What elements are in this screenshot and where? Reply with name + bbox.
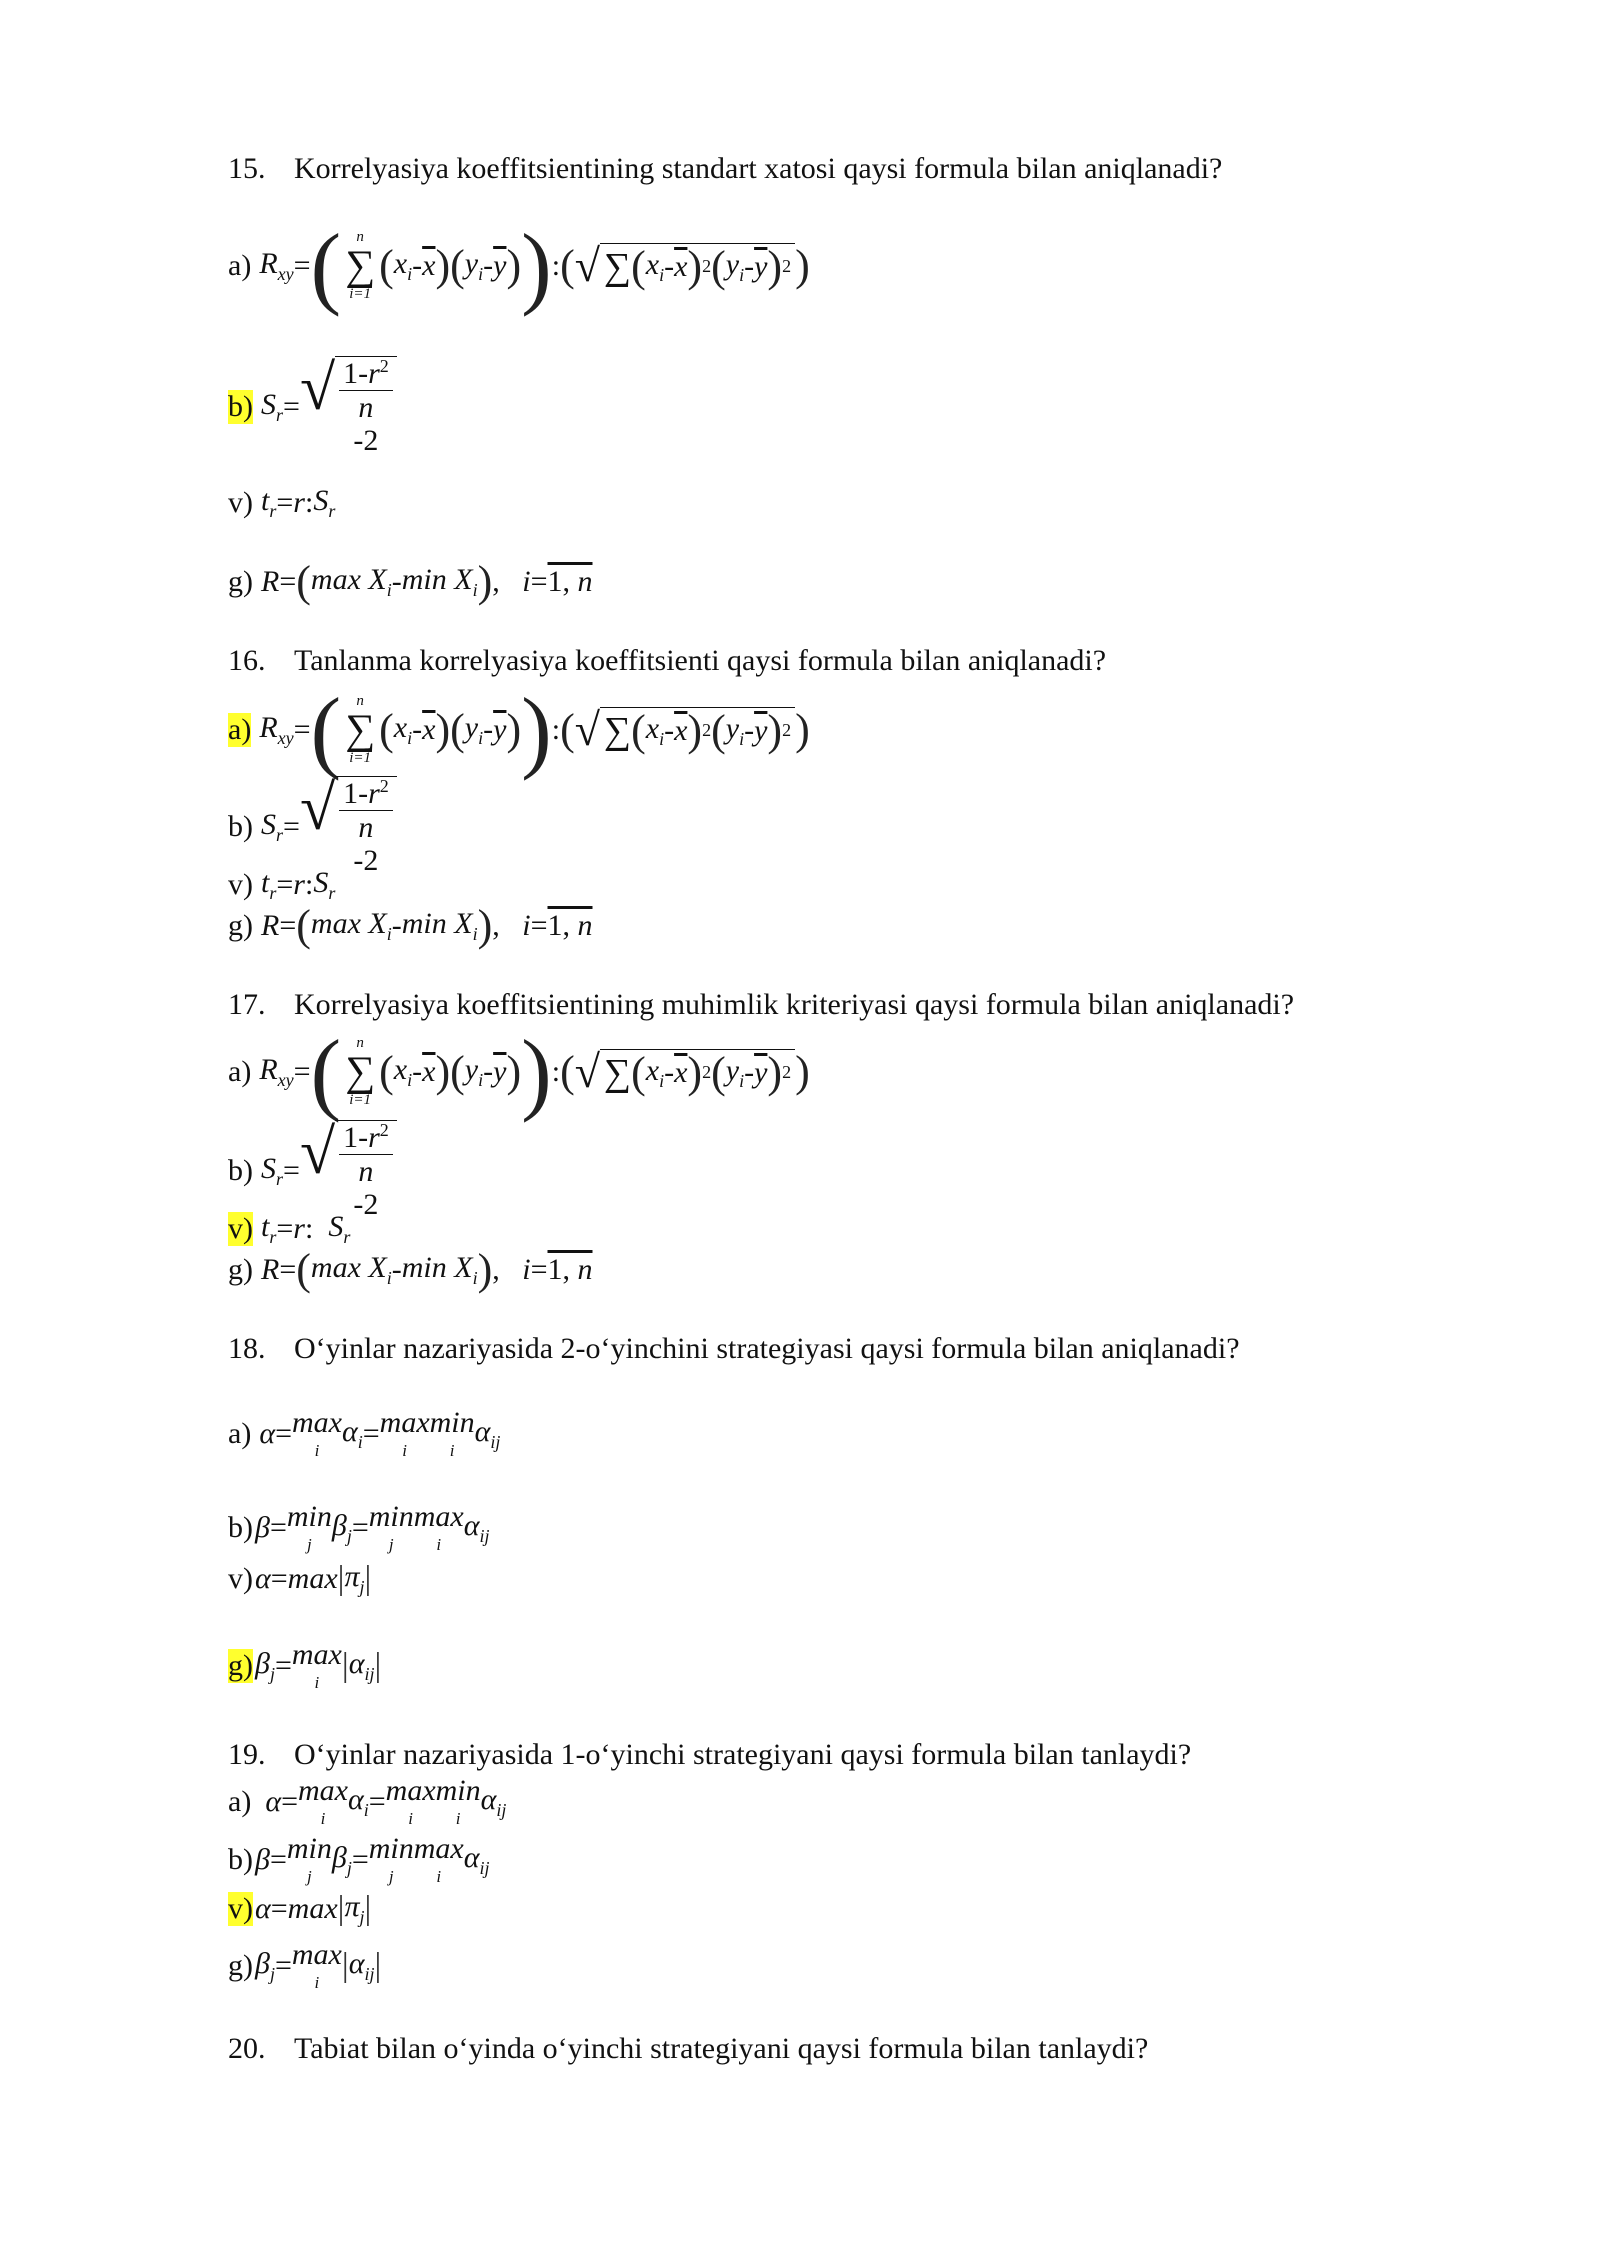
option-18-g[interactable]: g) $\beta_j$ = max i | $\alpha_{ij}$ | [228,1638,382,1692]
question-number: 16. [228,644,266,677]
question-text: Korrelyasiya koeffitsientining muhimlik kriteriyasi qaysi formula bilan aniqlanadi? [294,988,1295,1021]
question-text: Tanlanma korrelyasiya koeffitsienti qaysi formula bilan aniqlanadi? [294,644,1107,677]
option-label: a) [228,1416,252,1450]
option-15-g[interactable]: g) R = ( $\max X_i$ - $\min X_i$ ) , i = 1, n [228,557,593,606]
option-15-a[interactable]: a) $R_{xy}$ = ( n ∑ i=1 ( $x_i$ - $\overline{x}$ ) ( $y_i$ - $\overline{y}$ ) ) : ( √ ∑ ( $x_i$ - $\overline{x}$ ) 2 ( $y_i$ - $\overline{y}$ ) 2 ) [228,215,810,317]
option-label: v) [228,486,253,519]
option-18-b[interactable]: b) β = min j $\beta_j$ = min j max i $\alpha_{ij}$ [228,1500,490,1554]
question-number: 19. [228,1738,266,1771]
question-18 [228,1332,1240,1366]
question-text: O‘yinlar nazariyasida 2-o‘yinchini strategiyasi qaysi formula bilan aniqlanadi? [294,1332,1240,1365]
option-19-b[interactable]: b) β = min j $\beta_j$ = min j max i $\alpha_{ij}$ [228,1832,490,1886]
option-label: g) [228,1253,253,1286]
option-17-b[interactable]: b) $S_r$ = √ $1-r^2$ n -2 [228,1120,397,1221]
option-16-a[interactable]: a) $R_{xy}$ = ( n ∑ i=1 ( $x_i$ - $\overline{x}$ ) ( $y_i$ - $\overline{y}$ ) ) : ( √ ∑ ( $x_i$ - $\overline{x}$ ) 2 ( $y_i$ - $\overline{y}$ ) 2 ) [228,679,810,781]
option-15-b[interactable]: b) $S_r$ = √ $1-r^2$ n -2 [228,356,397,457]
option-18-a[interactable]: a) α = max i $\alpha_i$ = max i min i $\alpha_{ij}$ [228,1406,501,1460]
option-label: v) [228,1892,253,1925]
option-label: v) [228,1212,253,1245]
question-15 [228,152,1222,186]
question-number: 18. [228,1332,266,1365]
option-label: b) [228,1842,253,1876]
question-number: 20. [228,2032,266,2065]
option-label: a) [228,249,252,282]
option-17-a[interactable]: a) $R_{xy}$ = ( n ∑ i=1 ( $x_i$ - $\overline{x}$ ) ( $y_i$ - $\overline{y}$ ) ) : ( √ ∑ ( $x_i$ - $\overline{x}$ ) 2 ( $y_i$ - $\overline{y}$ ) 2 ) [228,1021,810,1123]
question-text: Tabiat bilan o‘yinda o‘yinchi strategiyani qaysi formula bilan tanlaydi? [294,2032,1149,2065]
option-16-b[interactable]: b) $S_r$ = √ $1-r^2$ n -2 [228,776,397,877]
option-18-v[interactable]: v) α = max | $\pi_j$ | [228,1560,372,1597]
option-15-v[interactable]: v) $t_r$ = r : $S_r$ [228,484,336,521]
question-text: O‘yinlar nazariyasida 1-o‘yinchi strategiyani qaysi formula bilan tanlaydi? [294,1738,1192,1771]
question-17 [228,988,1294,1022]
option-label: g) [228,565,253,598]
question-19 [228,1738,1191,1772]
option-label: a) [228,713,252,746]
option-17-v[interactable]: v) $t_r$ = r : $S_r$ [228,1210,351,1247]
question-number: 15. [228,152,266,185]
option-label: g) [228,1948,253,1982]
option-16-v[interactable]: v) $t_r$ = r : $S_r$ [228,866,336,903]
option-label: b) [228,809,253,843]
option-label: a) [228,1055,252,1088]
option-label: v) [228,868,253,901]
option-16-g[interactable]: g) R = ( $\max X_i$ - $\min X_i$ ) , i = 1, n [228,901,593,950]
option-19-v[interactable]: v) α = max | $\pi_j$ | [228,1890,372,1927]
option-19-g[interactable]: g) $\beta_j$ = max i | $\alpha_{ij}$ | [228,1938,382,1992]
option-19-a[interactable]: a) α = max i $\alpha_i$ = max i min i $\alpha_{ij}$ [228,1774,507,1828]
option-label: b) [228,389,253,423]
question-number: 17. [228,988,266,1021]
option-label: b) [228,1510,253,1544]
question-16 [228,644,1106,678]
option-label: g) [228,909,253,942]
question-20 [228,2032,1148,2066]
option-label: a) [228,1784,252,1818]
question-text: Korrelyasiya koeffitsientining standart xatosi qaysi formula bilan aniqlanadi? [294,152,1223,185]
option-label: g) [228,1648,253,1682]
option-label: b) [228,1153,253,1187]
option-17-g[interactable]: g) R = ( $\max X_i$ - $\min X_i$ ) , i = 1, n [228,1245,593,1294]
option-label: v) [228,1562,253,1595]
